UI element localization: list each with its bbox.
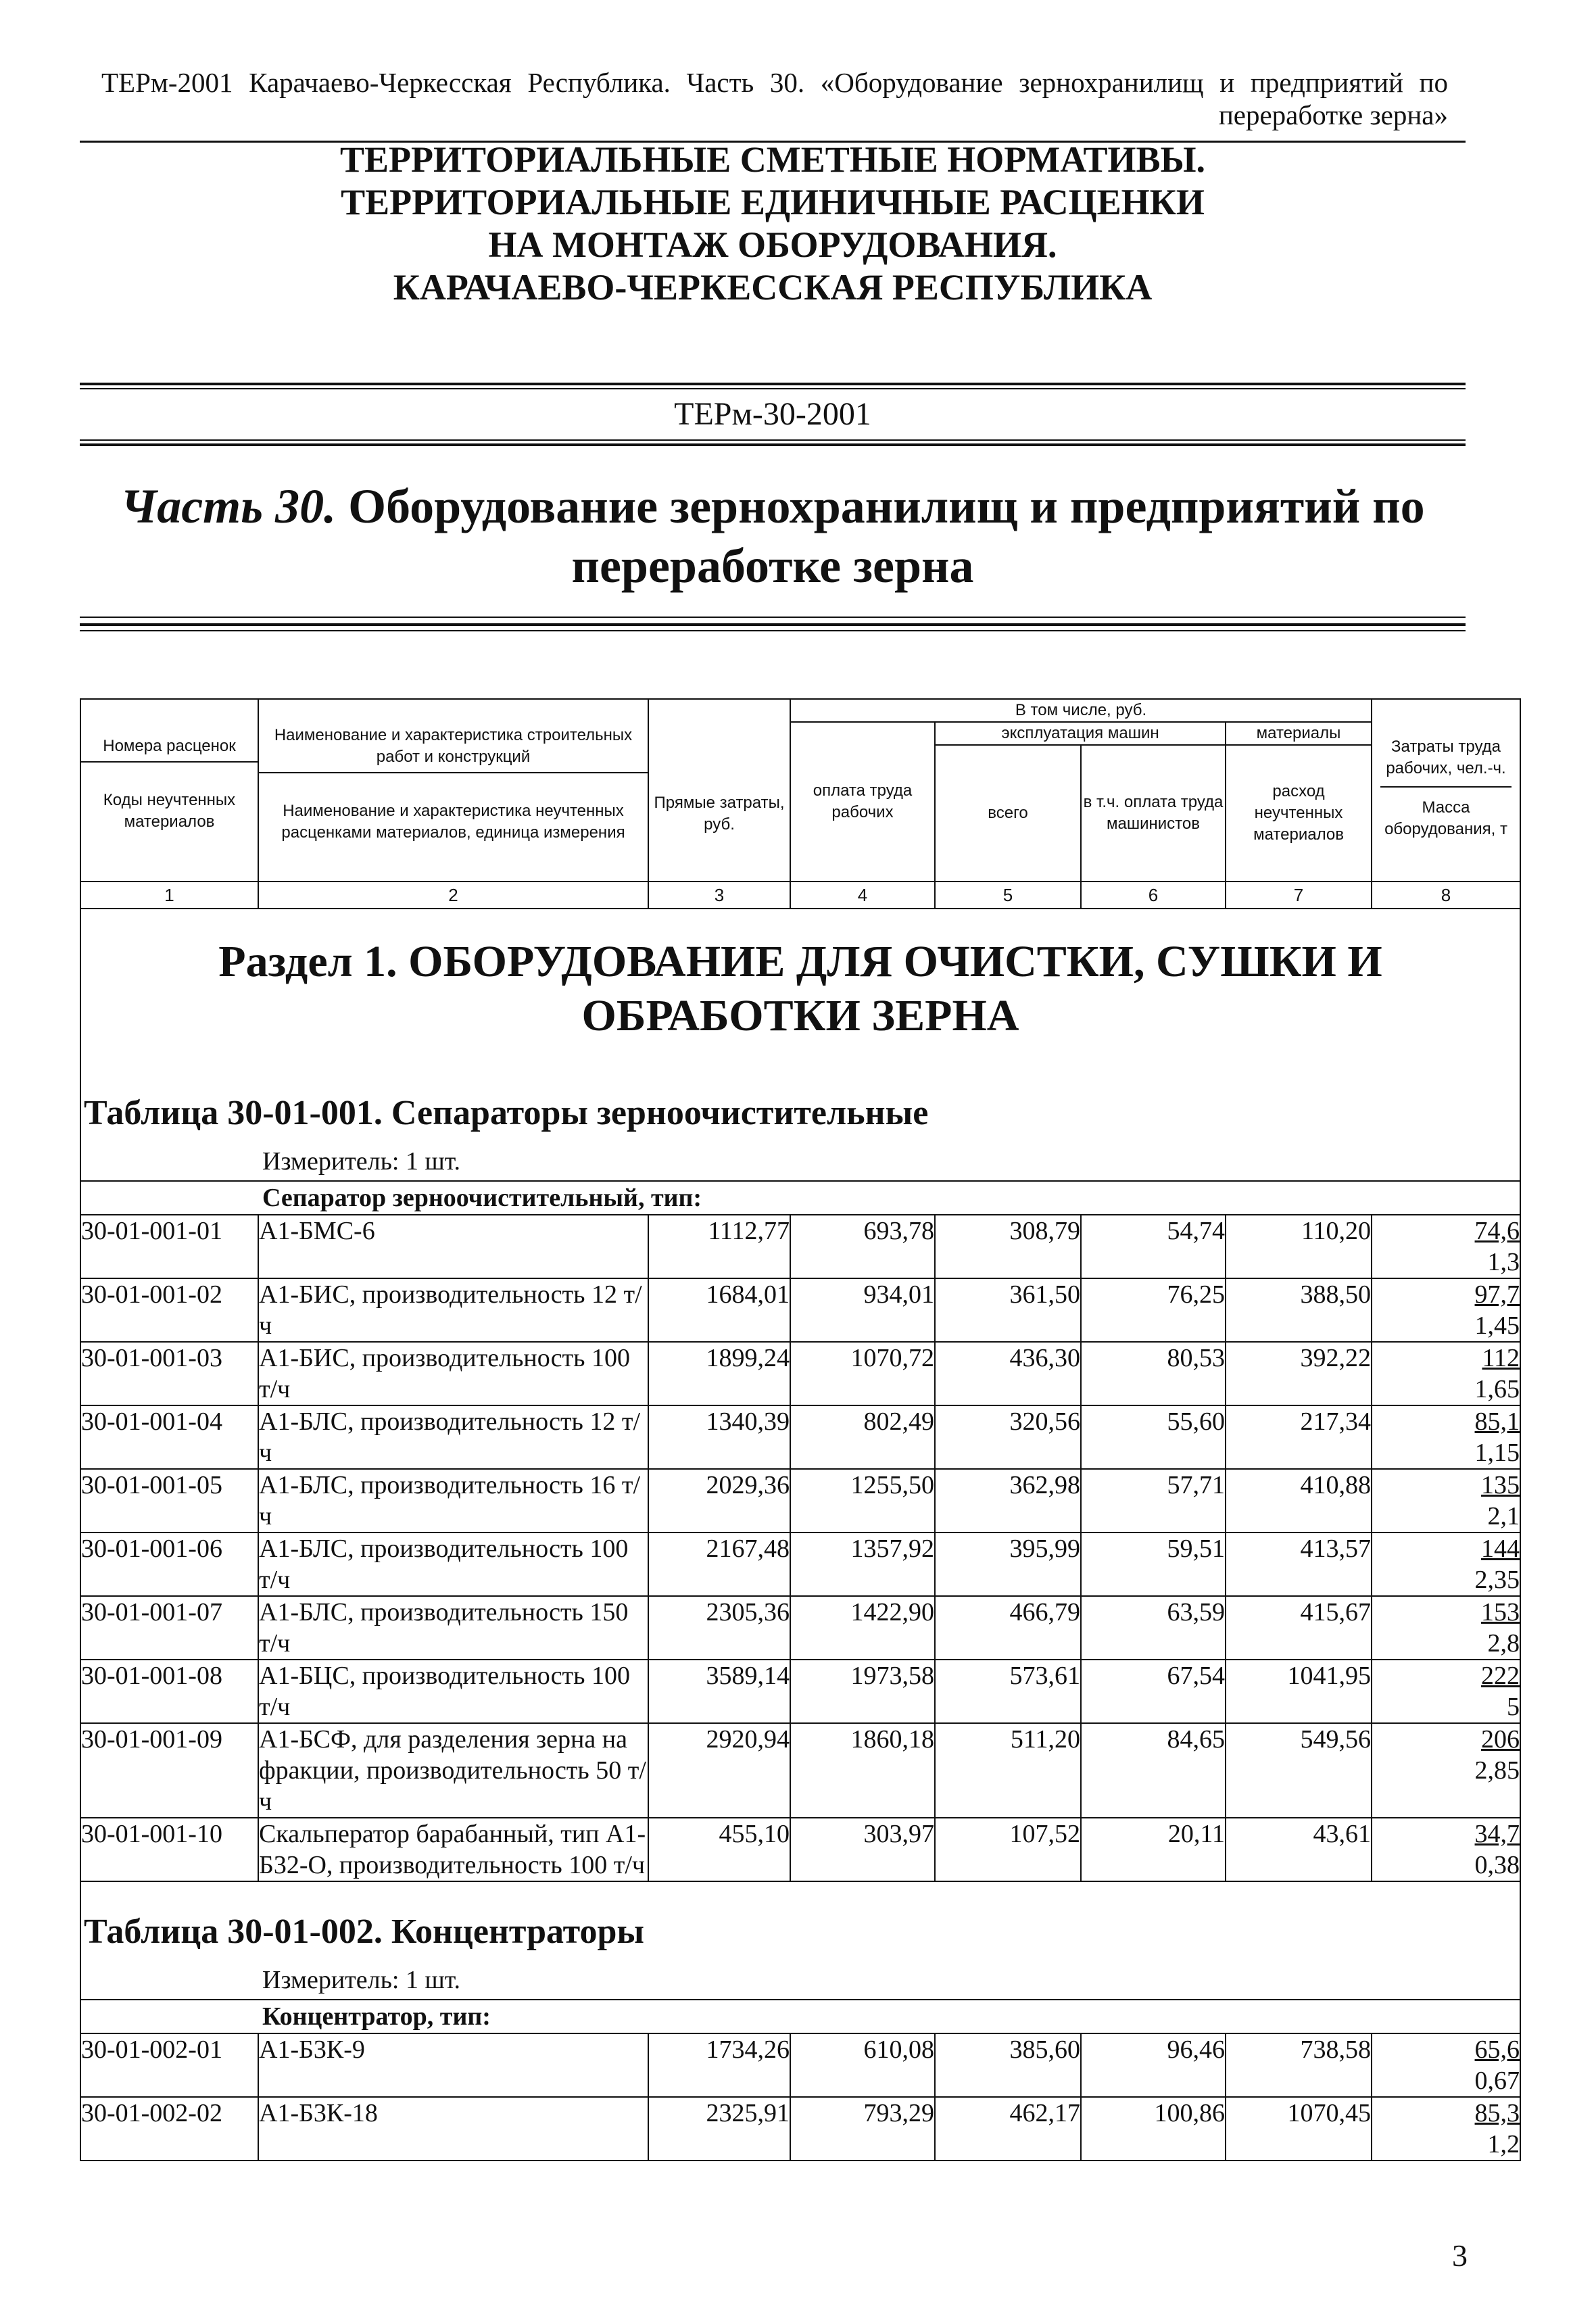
column-number: 1: [80, 882, 258, 909]
table1-group: Сепаратор зерноочистительный, тип:: [81, 1180, 1520, 1214]
code-rule-bottom-1: [80, 439, 1466, 441]
machines-total: 385,60: [935, 2033, 1081, 2097]
doc-title-line-2: ТЕРРИТОРИАЛЬНЫЕ ЕДИНИЧНЫЕ РАСЦЕНКИ: [341, 182, 1205, 222]
labor-costs: 206: [1481, 1725, 1520, 1754]
table-row: [80, 1660, 1520, 1723]
operators-wages: 59,51: [1081, 1533, 1226, 1596]
operators-wages: 57,71: [1081, 1469, 1226, 1533]
column-number: 2: [258, 882, 648, 909]
wages: 1357,92: [790, 1533, 935, 1596]
materials: 217,34: [1226, 1405, 1372, 1469]
table2-title-row: [80, 1881, 1520, 2033]
col1-header-top: Номера расценок: [103, 737, 236, 755]
rate-code: 30-01-002-02: [80, 2097, 258, 2161]
equipment-mass: 0,38: [1474, 1851, 1520, 1879]
machines-total: 308,79: [935, 1215, 1081, 1278]
rate-code: 30-01-001-09: [80, 1723, 258, 1818]
column-number: 6: [1081, 882, 1226, 909]
table-row: [80, 2097, 1520, 2161]
labor-mass-cell: [1372, 1342, 1520, 1405]
materials: 388,50: [1226, 1278, 1372, 1342]
section-row: [80, 909, 1520, 1063]
operators-wages: 80,53: [1081, 1342, 1226, 1405]
equipment-mass: 2,8: [1487, 1629, 1520, 1658]
table-row: [80, 1818, 1520, 1881]
wages: 1860,18: [790, 1723, 935, 1818]
rate-name: А1-БЦС, производительность 100 т/ч: [258, 1660, 648, 1723]
table2-meter: Измеритель: 1 шт.: [262, 1966, 460, 1994]
operators-wages: 67,54: [1081, 1660, 1226, 1723]
materials-header: материалы: [1226, 722, 1372, 745]
col3-header: Прямые затраты, руб.: [648, 699, 790, 882]
labor-mass-cell: [1372, 1533, 1520, 1596]
rate-code: 30-01-001-03: [80, 1342, 258, 1405]
labor-costs: 85,3: [1474, 2099, 1520, 2127]
col5-header: всего: [935, 745, 1081, 882]
col1-header-bottom: Коды неучтенных материалов: [81, 761, 258, 848]
operators-wages: 76,25: [1081, 1278, 1226, 1342]
equipment-mass: 5: [1507, 1693, 1520, 1721]
materials: 110,20: [1226, 1215, 1372, 1278]
labor-costs: 65,6: [1474, 2035, 1520, 2064]
table-row: [80, 1723, 1520, 1818]
operators-wages: 20,11: [1081, 1818, 1226, 1881]
equipment-mass: 1,45: [1474, 1311, 1520, 1340]
labor-mass-cell: [1372, 1596, 1520, 1660]
machines-total: 395,99: [935, 1533, 1081, 1596]
part-rule-1: [80, 617, 1466, 618]
doc-title-line-1: ТЕРРИТОРИАЛЬНЫЕ СМЕТНЫЕ НОРМАТИВЫ.: [339, 139, 1206, 180]
equipment-mass: 1,2: [1487, 2130, 1520, 2158]
labor-mass-cell: [1372, 1405, 1520, 1469]
direct-costs: 1899,24: [648, 1342, 790, 1405]
materials: 392,22: [1226, 1342, 1372, 1405]
materials: 1041,95: [1226, 1660, 1372, 1723]
operators-wages: 84,65: [1081, 1723, 1226, 1818]
rate-code: 30-01-002-01: [80, 2033, 258, 2097]
direct-costs: 2167,48: [648, 1533, 790, 1596]
wages: 934,01: [790, 1278, 935, 1342]
operators-wages: 55,60: [1081, 1405, 1226, 1469]
table1-body: [80, 1215, 1520, 1881]
page-number: 3: [1452, 2238, 1468, 2273]
column-number: 3: [648, 882, 790, 909]
rate-name: А1-БЛС, производительность 100 т/ч: [258, 1533, 648, 1596]
labor-mass-cell: [1372, 1278, 1520, 1342]
rate-name: А1-БЛС, производительность 12 т/ч: [258, 1405, 648, 1469]
machines-total: 466,79: [935, 1596, 1081, 1660]
machines-total: 573,61: [935, 1660, 1081, 1723]
col8-header: [1372, 699, 1520, 882]
table-row: [80, 1469, 1520, 1533]
rate-name: А1-БЛС, производительность 150 т/ч: [258, 1596, 648, 1660]
column-number: 5: [935, 882, 1081, 909]
column-numbers-row: [80, 882, 1520, 909]
part-title: [80, 477, 1466, 596]
machines-total: 436,30: [935, 1342, 1081, 1405]
table-row: [80, 1342, 1520, 1405]
rate-code: 30-01-001-10: [80, 1818, 258, 1881]
code-rule-top-2: [80, 388, 1466, 389]
col8-header-top: Затраты труда рабочих, чел.-ч.: [1386, 738, 1506, 777]
table-row: [80, 1405, 1520, 1469]
rate-name: А1-БИС, производительность 100 т/ч: [258, 1342, 648, 1405]
materials: 413,57: [1226, 1533, 1372, 1596]
operators-wages: 100,86: [1081, 2097, 1226, 2161]
labor-costs: 85,1: [1474, 1407, 1520, 1436]
section-cell: [80, 909, 1520, 1063]
equipment-mass: 2,35: [1474, 1566, 1520, 1594]
code-rule-bottom-2: [80, 443, 1466, 446]
labor-costs: 97,7: [1474, 1280, 1520, 1309]
col7-header: расход неучтенных материалов: [1226, 745, 1372, 882]
rate-name: А1-БИС, производительность 12 т/ч: [258, 1278, 648, 1342]
table1-meter: Измеритель: 1 шт.: [262, 1147, 460, 1176]
equipment-mass: 1,65: [1474, 1375, 1520, 1403]
table-row: [80, 1215, 1520, 1278]
direct-costs: 1112,77: [648, 1215, 790, 1278]
rates-table: [80, 698, 1521, 2161]
labor-mass-cell: [1372, 2097, 1520, 2161]
table-row: [80, 1278, 1520, 1342]
machines-total: 511,20: [935, 1723, 1081, 1818]
wages: 1422,90: [790, 1596, 935, 1660]
materials: 410,88: [1226, 1469, 1372, 1533]
wages: 793,29: [790, 2097, 935, 2161]
direct-costs: 3589,14: [648, 1660, 790, 1723]
machines-header: эксплуатация машин: [935, 722, 1226, 745]
part-rule-2: [80, 623, 1466, 626]
document-code: ТЕРм-30-2001: [674, 396, 871, 432]
machines-total: 320,56: [935, 1405, 1081, 1469]
labor-mass-cell: [1372, 1660, 1520, 1723]
rate-code: 30-01-001-02: [80, 1278, 258, 1342]
wages: 693,78: [790, 1215, 935, 1278]
col2-header-top: Наименование и характеристика строительных работ и конструкций: [274, 726, 633, 766]
rate-code: 30-01-001-04: [80, 1405, 258, 1469]
direct-costs: 2920,94: [648, 1723, 790, 1818]
materials: 1070,45: [1226, 2097, 1372, 2161]
table-row: [80, 1596, 1520, 1660]
labor-costs: 34,7: [1474, 1820, 1520, 1848]
direct-costs: 1734,26: [648, 2033, 790, 2097]
table1-title-row: [80, 1063, 1520, 1215]
rate-name: А1-БМС-6: [258, 1215, 648, 1278]
direct-costs: 1340,39: [648, 1405, 790, 1469]
col2-header: [258, 699, 648, 882]
materials: 43,61: [1226, 1818, 1372, 1881]
rate-code: 30-01-001-06: [80, 1533, 258, 1596]
materials: 738,58: [1226, 2033, 1372, 2097]
table1-title: Таблица 30-01-001. Сепараторы зерноочистительные: [84, 1094, 929, 1132]
code-rule-top-1: [80, 383, 1466, 385]
rate-name: А1-Б3К-18: [258, 2097, 648, 2161]
wages: 1070,72: [790, 1342, 935, 1405]
col1-header: [80, 699, 258, 882]
doc-title-line-3: НА МОНТАЖ ОБОРУДОВАНИЯ.: [488, 224, 1057, 265]
wages: 610,08: [790, 2033, 935, 2097]
incl-header: В том числе, руб.: [790, 699, 1372, 722]
column-number: 8: [1372, 882, 1520, 909]
col2-header-bottom: Наименование и характеристика неучтенных расценками материалов, единица измерения: [259, 772, 648, 859]
labor-costs: 222: [1481, 1662, 1520, 1690]
column-number: 7: [1226, 882, 1372, 909]
part-title-text: Оборудование зернохранилищ и предприятий по переработке зерна: [348, 479, 1425, 593]
col6-header: в т.ч. оплата труда машинистов: [1081, 745, 1226, 882]
table-row: [80, 2033, 1520, 2097]
labor-costs: 74,6: [1474, 1217, 1520, 1245]
labor-mass-cell: [1372, 1818, 1520, 1881]
rate-name: А1-БСФ, для разделения зерна на фракции, производительность 50 т/ч: [258, 1723, 648, 1818]
table2-group: Концентратор, тип:: [81, 1999, 1520, 2033]
col4-header: оплата труда рабочих: [790, 722, 935, 882]
equipment-mass: 1,15: [1474, 1439, 1520, 1467]
operators-wages: 54,74: [1081, 1215, 1226, 1278]
rate-code: 30-01-001-07: [80, 1596, 258, 1660]
rate-name: А1-БЛС, производительность 16 т/ч: [258, 1469, 648, 1533]
doc-title-line-4: КАРАЧАЕВО-ЧЕРКЕССКАЯ РЕСПУБЛИКА: [393, 267, 1153, 308]
equipment-mass: 2,1: [1487, 1502, 1520, 1530]
rate-code: 30-01-001-05: [80, 1469, 258, 1533]
running-header: ТЕРм-2001 Карачаево-Черкесская Республика. Часть 30. «Оборудование зернохранилищ и предприятий по переработке зерна»: [101, 67, 1448, 130]
wages: 303,97: [790, 1818, 935, 1881]
table2-title: Таблица 30-01-002. Концентраторы: [84, 1912, 645, 1951]
direct-costs: 2325,91: [648, 2097, 790, 2161]
wages: 802,49: [790, 1405, 935, 1469]
part-rule-3: [80, 630, 1466, 631]
machines-total: 361,50: [935, 1278, 1081, 1342]
table-row: [80, 1533, 1520, 1596]
labor-costs: 112: [1482, 1344, 1520, 1372]
equipment-mass: 2,85: [1474, 1756, 1520, 1785]
labor-costs: 153: [1481, 1598, 1520, 1626]
labor-mass-cell: [1372, 1215, 1520, 1278]
wages: 1255,50: [790, 1469, 935, 1533]
machines-total: 107,52: [935, 1818, 1081, 1881]
header-row-1: [80, 699, 1520, 722]
labor-mass-cell: [1372, 2033, 1520, 2097]
rate-name: Скальператор барабанный, тип А1-Б32-О, производительность 100 т/ч: [258, 1818, 648, 1881]
materials: 549,56: [1226, 1723, 1372, 1818]
materials: 415,67: [1226, 1596, 1372, 1660]
direct-costs: 455,10: [648, 1818, 790, 1881]
labor-costs: 135: [1481, 1471, 1520, 1499]
direct-costs: 1684,01: [648, 1278, 790, 1342]
direct-costs: 2305,36: [648, 1596, 790, 1660]
labor-mass-cell: [1372, 1469, 1520, 1533]
labor-mass-cell: [1372, 1723, 1520, 1818]
section-title: Раздел 1. ОБОРУДОВАНИЕ ДЛЯ ОЧИСТКИ, СУШКИ И ОБРАБОТКИ ЗЕРНА: [218, 937, 1382, 1040]
equipment-mass: 1,3: [1487, 1248, 1520, 1276]
operators-wages: 96,46: [1081, 2033, 1226, 2097]
machines-total: 462,17: [935, 2097, 1081, 2161]
equipment-mass: 0,67: [1474, 2067, 1520, 2095]
table2-body: [80, 2033, 1520, 2161]
operators-wages: 63,59: [1081, 1596, 1226, 1660]
machines-total: 362,98: [935, 1469, 1081, 1533]
column-number: 4: [790, 882, 935, 909]
labor-costs: 144: [1481, 1535, 1520, 1563]
direct-costs: 2029,36: [648, 1469, 790, 1533]
rate-name: А1-Б3К-9: [258, 2033, 648, 2097]
part-label: Часть 30.: [120, 479, 337, 533]
rate-code: 30-01-001-01: [80, 1215, 258, 1278]
col8-header-bottom: Масса оборудования, т: [1380, 786, 1512, 846]
rate-code: 30-01-001-08: [80, 1660, 258, 1723]
wages: 1973,58: [790, 1660, 935, 1723]
